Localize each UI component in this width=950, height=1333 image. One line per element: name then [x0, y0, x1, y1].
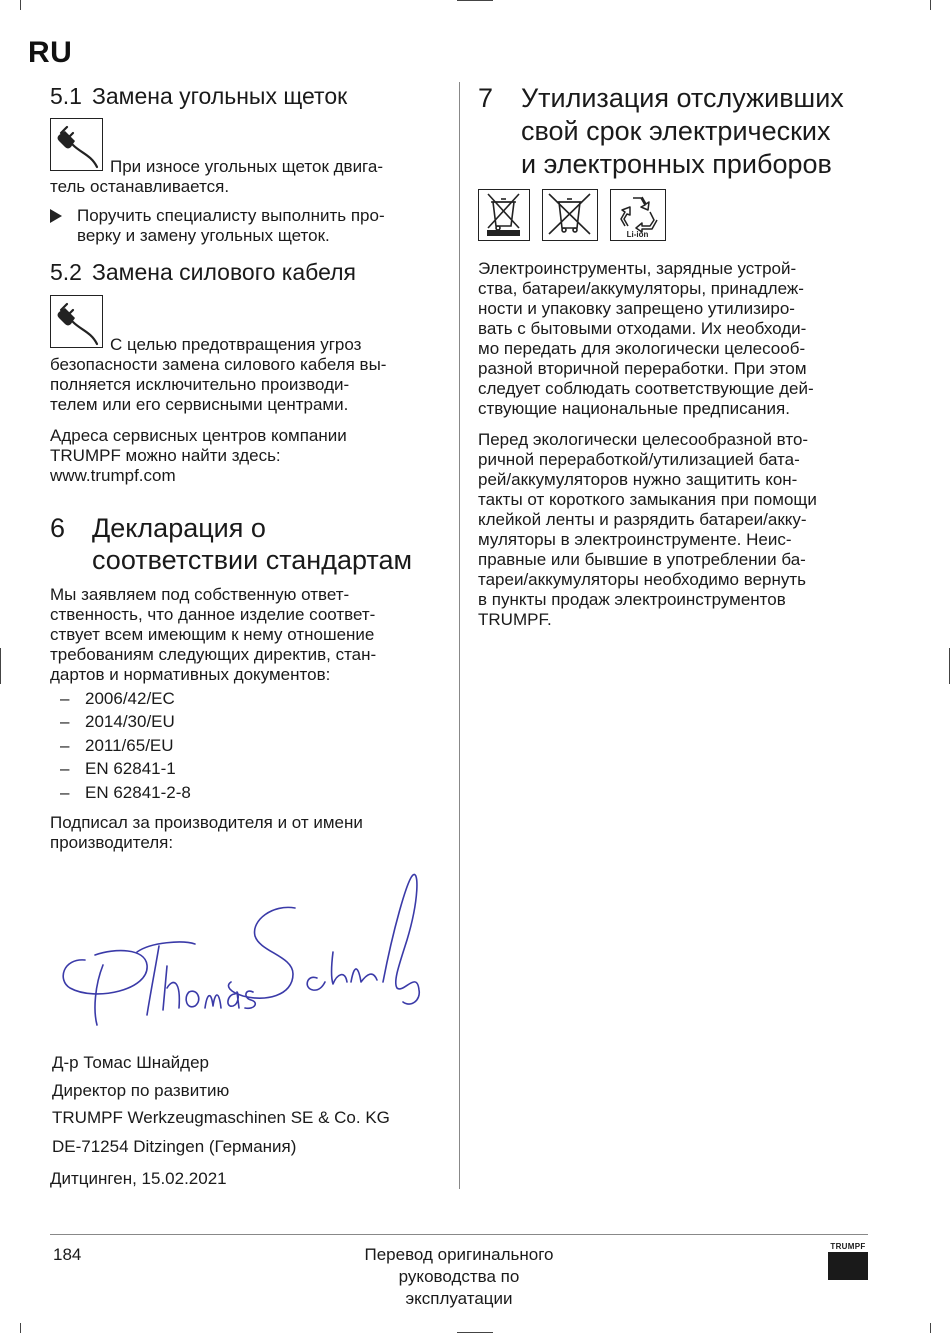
- section-7-p2-line: в пункты продаж электроинструментов: [478, 590, 786, 609]
- company-address: DE-71254 Ditzingen (Германия): [52, 1137, 297, 1156]
- footer-caption-line: эксплуатации: [405, 1289, 513, 1308]
- section-5-2-line-3: телем или его сервисными центрами.: [50, 395, 349, 414]
- section-5-1-heading: [50, 82, 347, 110]
- section-7-number: 7: [478, 83, 494, 113]
- section-5-1-text-1: При износе угольных щеток двига-: [110, 157, 384, 176]
- section-7-p2-line: такты от короткого замыкания при помощи: [478, 490, 817, 509]
- li-ion-label: Li-ion: [626, 230, 649, 239]
- section-6-body: [50, 585, 376, 685]
- standards-list: [60, 687, 191, 804]
- section-6-title-line-2: соответствии стандартам: [92, 545, 413, 575]
- list-item: – EN 62841-2-8: [60, 782, 191, 802]
- list-item: – EN 62841-1: [60, 759, 176, 779]
- signer-name: Д-р Томас Шнайдер: [52, 1053, 209, 1072]
- footer-divider: [50, 1234, 868, 1235]
- crop-mark-bottom-right: [930, 1323, 931, 1333]
- section-7-title-line-2: свой срок электрических: [521, 116, 831, 146]
- section-7-p2-line: TRUMPF.: [478, 610, 552, 629]
- section-5-2-title: Замена силового кабеля: [91, 259, 356, 285]
- section-6-body-line: дартов и нормативных документов:: [50, 665, 331, 684]
- section-7-title-line-3: и электронных приборов: [521, 149, 832, 179]
- language-code: RU: [28, 36, 73, 69]
- section-5-1-text-2: тель останавливается.: [50, 177, 230, 196]
- service-address-line-1: Адреса сервисных центров компании: [50, 426, 347, 445]
- service-website-link[interactable]: www.trumpf.com: [50, 466, 176, 485]
- section-5-2-line-1: безопасности замена силового кабеля вы-: [50, 355, 387, 374]
- crop-mark-top-right: [930, 0, 931, 10]
- column-divider: [459, 82, 460, 1189]
- signed-by-line-2: производителя:: [50, 833, 174, 852]
- handwritten-signature: [55, 870, 435, 1040]
- trumpf-logo: [828, 1242, 868, 1280]
- section-5-2-number: 5.2: [50, 259, 82, 285]
- section-7-p1-line: ствующие национальные предписания.: [478, 399, 790, 418]
- section-7-p1-line: Электроинструменты, зарядные устрой-: [478, 259, 797, 278]
- recycle-li-ion-icon: [610, 189, 666, 241]
- section-7-p1-line: следует соблюдать соответствующие дей-: [478, 379, 814, 398]
- footer-caption-line: Перевод оригинального: [364, 1245, 554, 1264]
- company-name: TRUMPF Werkzeugmaschinen SE & Co. KG: [52, 1108, 390, 1127]
- plug-icon: [50, 295, 103, 348]
- crop-mark-top: [457, 0, 493, 1]
- list-item: – 2014/30/EU: [60, 712, 175, 732]
- section-5-2-lead: С целью предотвращения угроз: [110, 335, 362, 354]
- section-7-p2-line: рей/аккумуляторов нужно защитить кон-: [478, 470, 798, 489]
- trumpf-logo-block: [828, 1252, 868, 1280]
- section-7-p1-line: ности и упаковку запрещено утилизиро-: [478, 299, 795, 318]
- crossed-wheelie-bin-battery-icon: [542, 189, 598, 241]
- section-6-body-line: требованиям следующих директив, стан-: [50, 645, 377, 664]
- section-5-1-title: Замена угольных щеток: [91, 83, 348, 109]
- section-7-paragraph-1: [478, 259, 814, 419]
- crop-mark-bottom-left: [20, 1323, 21, 1333]
- bullet-triangle-icon: [50, 209, 62, 223]
- section-6-body-line: Мы заявляем под собственную ответ-: [50, 585, 350, 604]
- bullet-line-2: верку и замену угольных щеток.: [77, 226, 330, 245]
- section-7-p1-line: ства, батареи/аккумуляторы, принадлеж-: [478, 279, 804, 298]
- section-5-2-heading: [50, 258, 356, 286]
- section-5-2-line-2: полняется исключительно производи-: [50, 375, 350, 394]
- signed-by-line-1: Подписал за производителя и от имени: [50, 813, 363, 832]
- service-address-line-2: TRUMPF можно найти здесь:: [50, 446, 281, 465]
- section-7-p1-line: разной вторичной переработки. При этом: [478, 359, 807, 378]
- crop-mark-left: [0, 648, 1, 684]
- section-6-body-line: ственность, что данное изделие соответ-: [50, 605, 376, 624]
- section-6-number: 6: [50, 513, 66, 543]
- list-item: – 2011/65/EU: [60, 735, 174, 755]
- section-7-p2-line: клейкой ленты и разрядить батареи/акку-: [478, 510, 807, 529]
- crossed-wheelie-bin-icon: [478, 189, 530, 241]
- trumpf-logo-text: TRUMPF: [830, 1242, 866, 1251]
- section-7-p2-line: ричной переработкой/утилизацией бата-: [478, 450, 800, 469]
- footer-caption-line: руководства по: [398, 1267, 520, 1286]
- section-7-p2-line: тареи/аккумуляторы необходимо вернуть: [478, 570, 807, 589]
- section-7-p2-line: правные или бывшие в употреблении ба-: [478, 550, 806, 569]
- section-7-title-line-1: Утилизация отслуживших: [521, 83, 844, 113]
- section-7-p1-line: вать с бытовыми отходами. Их необходи-: [478, 319, 807, 338]
- footer-caption: [309, 1245, 609, 1309]
- section-7-paragraph-2: [478, 430, 817, 630]
- place-and-date: Дитцинген, 15.02.2021: [50, 1169, 227, 1188]
- section-5-1-number: 5.1: [50, 83, 82, 109]
- section-7-p2-line: муляторы в электроинструменте. Неис-: [478, 530, 792, 549]
- list-item: – 2006/42/EC: [60, 689, 175, 708]
- signer-position: Директор по развитию: [52, 1081, 230, 1100]
- section-6-body-line: ствует всем имеющим к нему отношение: [50, 625, 375, 644]
- section-7-p2-line: Перед экологически целесообразной вто-: [478, 430, 809, 449]
- section-7-p1-line: мо передать для экологически целесооб-: [478, 339, 806, 358]
- page-number: 184: [53, 1245, 82, 1264]
- section-6-title-line-1: Декларация о: [92, 513, 266, 543]
- bullet-line-1: Поручить специалисту выполнить про-: [77, 206, 385, 225]
- crop-mark-top-left: [20, 0, 21, 10]
- plug-icon: [50, 118, 103, 171]
